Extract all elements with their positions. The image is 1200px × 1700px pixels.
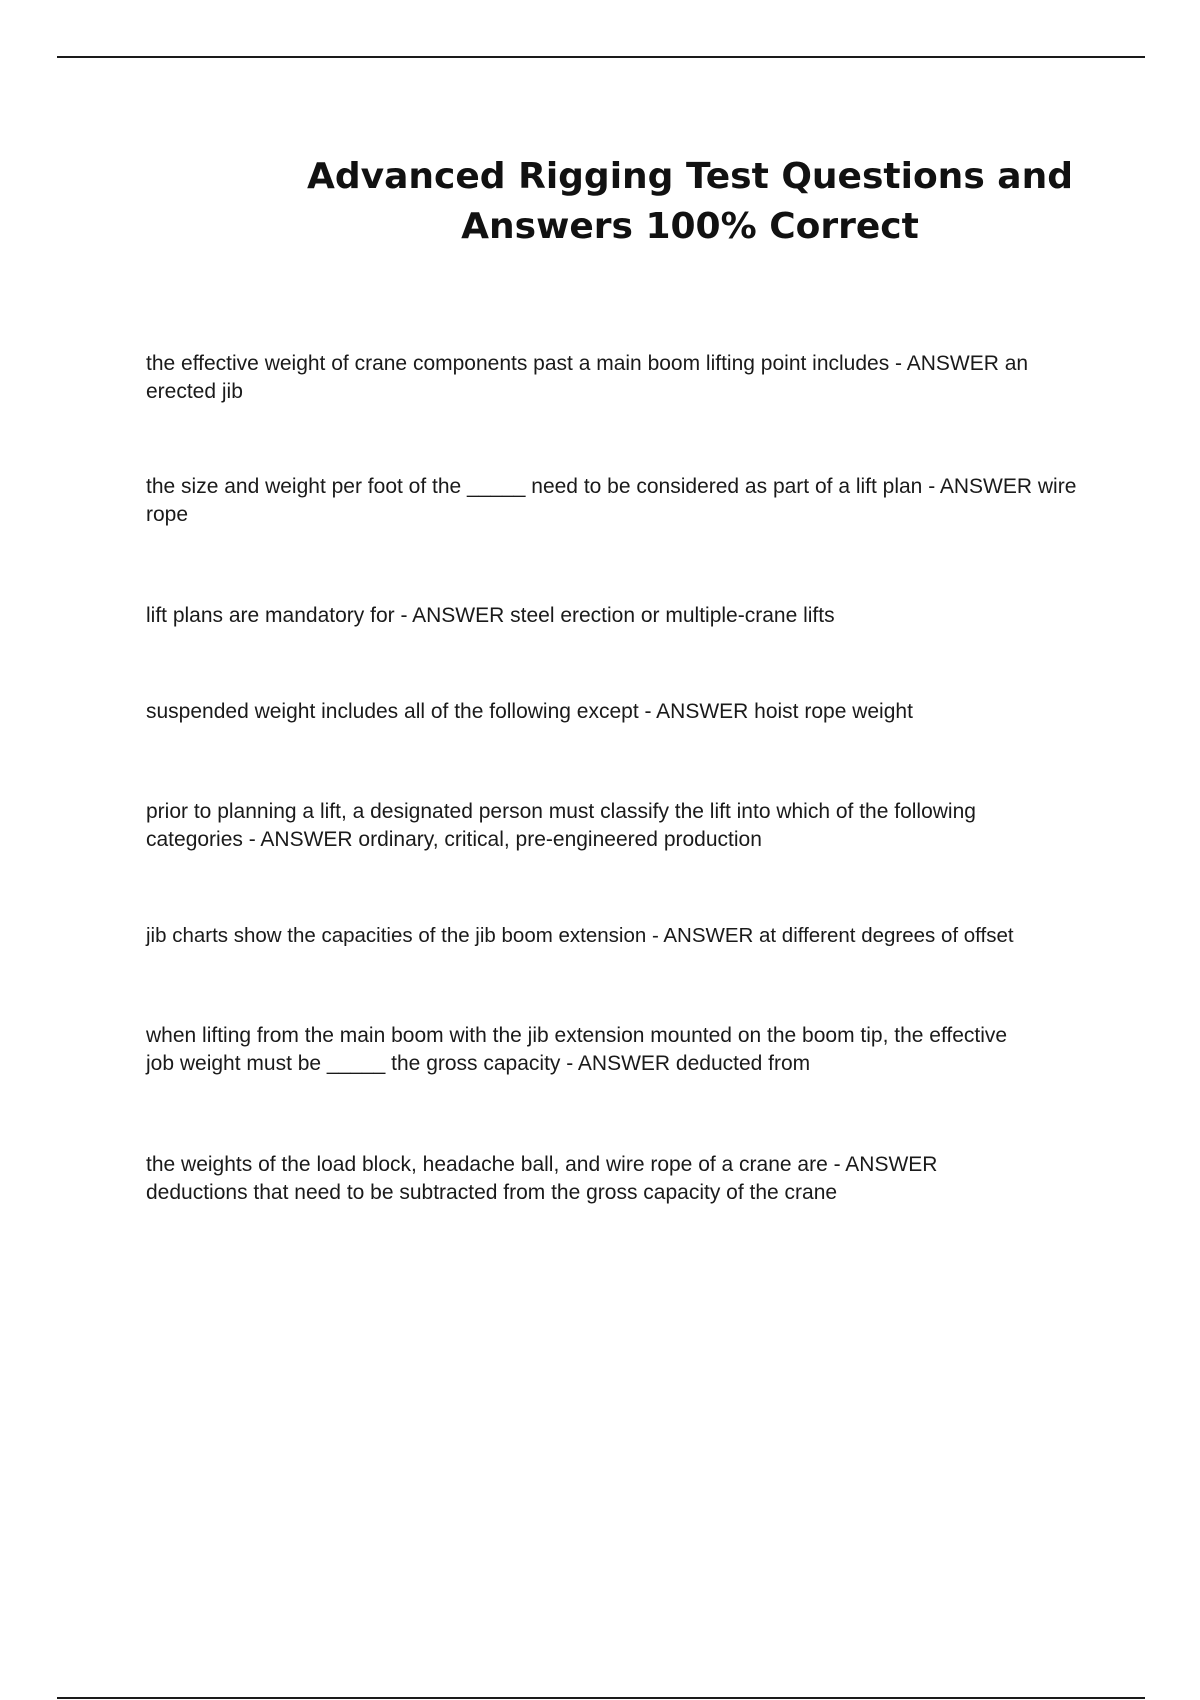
qa-item-2: the size and weight per foot of the _____ need to be considered as part of a lift plan - ANSWER wire rope xyxy=(146,475,1077,526)
document-title: Advanced Rigging Test Questions and Answers 100% Correct xyxy=(307,156,1073,247)
qa-item-7: when lifting from the main boom with the jib extension mounted on the boom tip, the effective job weight must be _____ the gross capacity - ANSWER deducted from xyxy=(146,1024,1008,1075)
qa-item-5: prior to planning a lift, a designated person must classify the lift into which of the following categories - ANSWER ordinary, critical, pre-engineered production xyxy=(146,800,976,851)
qa-item-8: the weights of the load block, headache ball, and wire rope of a crane are - ANSWER deductions that need to be subtracted from the gross capacity of the crane xyxy=(146,1153,938,1204)
qa-item-3: lift plans are mandatory for - ANSWER steel erection or multiple-crane lifts xyxy=(146,604,835,627)
qa-item-1: the effective weight of crane components past a main boom lifting point includes - ANSWER an erected jib xyxy=(146,352,1029,403)
bottom-divider xyxy=(57,1697,1145,1699)
qa-item-6: jib charts show the capacities of the jib boom extension - ANSWER at different degrees of offset xyxy=(146,924,1014,947)
top-divider xyxy=(57,56,1145,58)
qa-item-4: suspended weight includes all of the following except - ANSWER hoist rope weight xyxy=(146,700,913,723)
